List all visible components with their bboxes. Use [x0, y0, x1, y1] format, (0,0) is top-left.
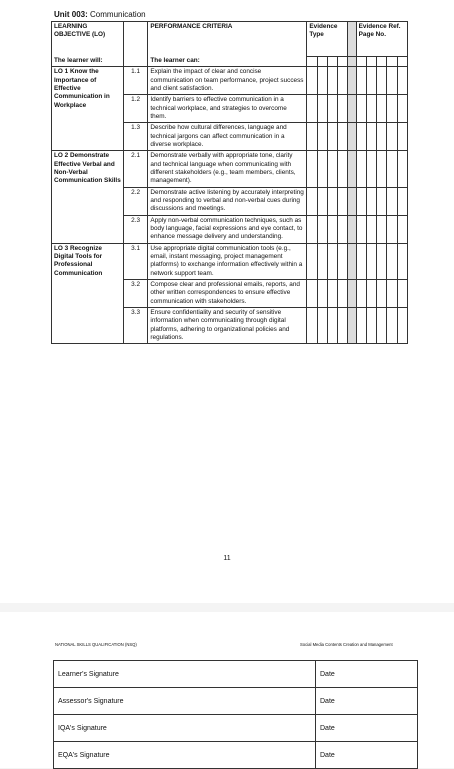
lo-header: LEARNING OBJECTIVE (LO): [52, 22, 124, 57]
evidence-ref-cell[interactable]: [387, 151, 397, 187]
evidence-type-cell[interactable]: [338, 215, 348, 243]
evidence-ref-cell[interactable]: [366, 215, 376, 243]
evidence-ref-cell[interactable]: [356, 307, 366, 343]
header-row: [52, 22, 408, 57]
evidence-ref-cell[interactable]: [356, 279, 366, 307]
separator-cell: [348, 279, 356, 307]
evidence-type-cell[interactable]: [338, 187, 348, 215]
evidence-type-cell[interactable]: [307, 279, 317, 307]
signature-label[interactable]: Learner's Signature: [54, 661, 316, 688]
evidence-type-header: Evidence Type: [307, 22, 348, 57]
signature-table: [53, 660, 418, 769]
signature-label[interactable]: Assessor's Signature: [54, 688, 316, 715]
separator-cell: [348, 243, 356, 279]
evidence-ref-cell[interactable]: [356, 215, 366, 243]
evidence-type-cell[interactable]: [327, 187, 337, 215]
evidence-ref-cell[interactable]: [366, 243, 376, 279]
evidence-type-cell[interactable]: [327, 243, 337, 279]
evidence-ref-cell[interactable]: [387, 123, 397, 151]
learning-objective-cell: LO 1 Know the Importance of Effective Communication in Workplace: [52, 67, 124, 151]
separator-cell: [348, 123, 356, 151]
evidence-ref-cell[interactable]: [377, 123, 387, 151]
signature-date[interactable]: Date: [316, 688, 418, 715]
criterion-text: Ensure confidentiality and security of sensitive information when communicating through digital platforms, adhering to organizational policies and regulations.: [148, 307, 307, 343]
signature-row: [54, 661, 418, 688]
pc-header: PERFORMANCE CRITERIA: [148, 22, 307, 57]
footer-left: NATIONAL SKILLS QUALIFICATION (NSQ): [55, 642, 137, 647]
evidence-ref-cell[interactable]: [356, 151, 366, 187]
criterion-number: 1.1: [123, 67, 148, 95]
signature-row: [54, 688, 418, 715]
evidence-ref-cell[interactable]: [397, 151, 407, 187]
evidence-ref-cell[interactable]: [356, 67, 366, 95]
evidence-ref-cell[interactable]: [377, 279, 387, 307]
evidence-type-cell[interactable]: [317, 279, 327, 307]
evidence-ref-cell[interactable]: [387, 187, 397, 215]
evidence-type-cell[interactable]: [307, 123, 317, 151]
evidence-ref-cell[interactable]: [397, 215, 407, 243]
separator-col: [348, 22, 356, 57]
separator-cell: [348, 215, 356, 243]
criteria-row: [52, 151, 408, 187]
criteria-row: [52, 243, 408, 279]
signature-date[interactable]: Date: [316, 661, 418, 688]
evidence-ref-cell[interactable]: [366, 279, 376, 307]
evidence-type-cell[interactable]: [317, 151, 327, 187]
evidence-type-cell[interactable]: [327, 95, 337, 123]
evidence-ref-cell[interactable]: [366, 95, 376, 123]
separator-cell: [348, 95, 356, 123]
evidence-ref-cell[interactable]: [366, 151, 376, 187]
evidence-ref-cell[interactable]: [387, 279, 397, 307]
evidence-type-cell[interactable]: [307, 187, 317, 215]
subheader-row: [52, 56, 408, 67]
evidence-ref-header: Evidence Ref. Page No.: [356, 22, 407, 57]
evidence-type-cell[interactable]: [327, 215, 337, 243]
evidence-ref-cell[interactable]: [356, 123, 366, 151]
evidence-type-cell[interactable]: [327, 279, 337, 307]
evidence-ref-cell[interactable]: [377, 67, 387, 95]
criterion-text: Demonstrate verbally with appropriate tone, clarity and technical language when communicating with different stakeholders (e.g., team members, clients, management).: [148, 151, 307, 187]
evidence-ref-cell[interactable]: [397, 187, 407, 215]
learner-will: The learner will:: [52, 56, 124, 67]
criterion-number: 3.1: [123, 243, 148, 279]
criterion-text: Explain the impact of clear and concise communication on team performance, project success and client satisfaction.: [148, 67, 307, 95]
criterion-number: 2.1: [123, 151, 148, 187]
evidence-type-cell[interactable]: [327, 67, 337, 95]
evidence-type-cell[interactable]: [338, 307, 348, 343]
evidence-type-cell[interactable]: [307, 243, 317, 279]
criterion-number: 1.3: [123, 123, 148, 151]
evidence-ref-cell[interactable]: [366, 187, 376, 215]
signature-date[interactable]: Date: [316, 742, 418, 769]
evidence-type-cell[interactable]: [317, 243, 327, 279]
evidence-type-cell[interactable]: [307, 151, 317, 187]
criterion-text: Compose clear and professional emails, reports, and other written correspondences to ensure effective communication with stakeholders.: [148, 279, 307, 307]
evidence-ref-cell[interactable]: [377, 243, 387, 279]
evidence-ref-cell[interactable]: [377, 187, 387, 215]
evidence-ref-cell[interactable]: [377, 215, 387, 243]
evidence-type-cell[interactable]: [327, 123, 337, 151]
evidence-type-cell[interactable]: [317, 215, 327, 243]
footer-right: Social Media Contents Creation and Management: [300, 642, 393, 647]
evidence-ref-cell[interactable]: [387, 95, 397, 123]
criterion-text: Describe how cultural differences, language and technical jargons can affect communication in a diverse workplace.: [148, 123, 307, 151]
unit-title: [54, 10, 146, 19]
criteria-row: [52, 67, 408, 95]
evidence-ref-cell[interactable]: [356, 187, 366, 215]
learning-objective-cell: LO 2 Demonstrate Effective Verbal and Non-Verbal Communication Skills: [52, 151, 124, 243]
unit-name: Communication: [90, 10, 146, 19]
evidence-type-cell[interactable]: [317, 307, 327, 343]
evidence-ref-cell[interactable]: [366, 67, 376, 95]
evidence-ref-cell[interactable]: [397, 123, 407, 151]
learner-can: The learner can:: [148, 56, 307, 67]
learning-objective-cell: LO 3 Recognize Digital Tools for Professional Communication: [52, 243, 124, 344]
evidence-type-cell[interactable]: [338, 123, 348, 151]
criteria-table: [51, 21, 408, 344]
evidence-type-cell[interactable]: [327, 151, 337, 187]
separator-cell: [348, 187, 356, 215]
separator-cell: [348, 67, 356, 95]
evidence-type-cell[interactable]: [338, 95, 348, 123]
criterion-text: Demonstrate active listening by accurately interpreting and responding to verbal and non-verbal cues during discussions and meetings.: [148, 187, 307, 215]
evidence-ref-cell[interactable]: [397, 279, 407, 307]
evidence-type-cell[interactable]: [338, 67, 348, 95]
separator-cell: [348, 151, 356, 187]
evidence-ref-cell[interactable]: [377, 95, 387, 123]
criterion-number: 2.3: [123, 215, 148, 243]
evidence-ref-cell[interactable]: [397, 95, 407, 123]
criterion-number: 2.2: [123, 187, 148, 215]
evidence-ref-cell[interactable]: [356, 95, 366, 123]
evidence-ref-cell[interactable]: [366, 307, 376, 343]
signature-row: [54, 715, 418, 742]
evidence-ref-cell[interactable]: [387, 307, 397, 343]
evidence-type-cell[interactable]: [338, 151, 348, 187]
evidence-type-cell[interactable]: [317, 187, 327, 215]
evidence-ref-cell[interactable]: [387, 215, 397, 243]
signature-label[interactable]: IQA's Signature: [54, 715, 316, 742]
criterion-number: 1.2: [123, 95, 148, 123]
evidence-ref-cell[interactable]: [377, 307, 387, 343]
evidence-type-cell[interactable]: [338, 243, 348, 279]
signature-row: [54, 742, 418, 769]
evidence-ref-cell[interactable]: [397, 67, 407, 95]
criterion-text: Use appropriate digital communication tools (e.g., email, instant messaging, project management platforms) to exchange information effectively within a network support team.: [148, 243, 307, 279]
evidence-type-cell[interactable]: [307, 95, 317, 123]
evidence-type-cell[interactable]: [307, 215, 317, 243]
unit-prefix: Unit 003:: [54, 10, 88, 19]
evidence-ref-cell[interactable]: [387, 67, 397, 95]
evidence-type-cell[interactable]: [307, 307, 317, 343]
evidence-ref-cell[interactable]: [397, 307, 407, 343]
criterion-number: 3.2: [123, 279, 148, 307]
signature-label[interactable]: EQA's Signature: [54, 742, 316, 769]
evidence-type-cell[interactable]: [307, 67, 317, 95]
next-page: [0, 612, 454, 768]
separator-cell: [348, 307, 356, 343]
evidence-type-cell[interactable]: [338, 279, 348, 307]
evidence-ref-cell[interactable]: [377, 151, 387, 187]
evidence-ref-cell[interactable]: [387, 243, 397, 279]
evidence-ref-cell[interactable]: [356, 243, 366, 279]
page-number: 11: [223, 555, 231, 562]
criterion-number: 3.3: [123, 307, 148, 343]
criterion-text: Identify barriers to effective communication in a technical workplace, and strategies to overcome them.: [148, 95, 307, 123]
evidence-ref-cell[interactable]: [397, 243, 407, 279]
evidence-ref-cell[interactable]: [366, 123, 376, 151]
evidence-type-cell[interactable]: [317, 95, 327, 123]
evidence-type-cell[interactable]: [327, 307, 337, 343]
evidence-type-cell[interactable]: [317, 67, 327, 95]
signature-date[interactable]: Date: [316, 715, 418, 742]
criterion-text: Apply non-verbal communication techniques, such as body language, facial expressions and eye contact, to enhance message delivery and understanding.: [148, 215, 307, 243]
evidence-type-cell[interactable]: [317, 123, 327, 151]
